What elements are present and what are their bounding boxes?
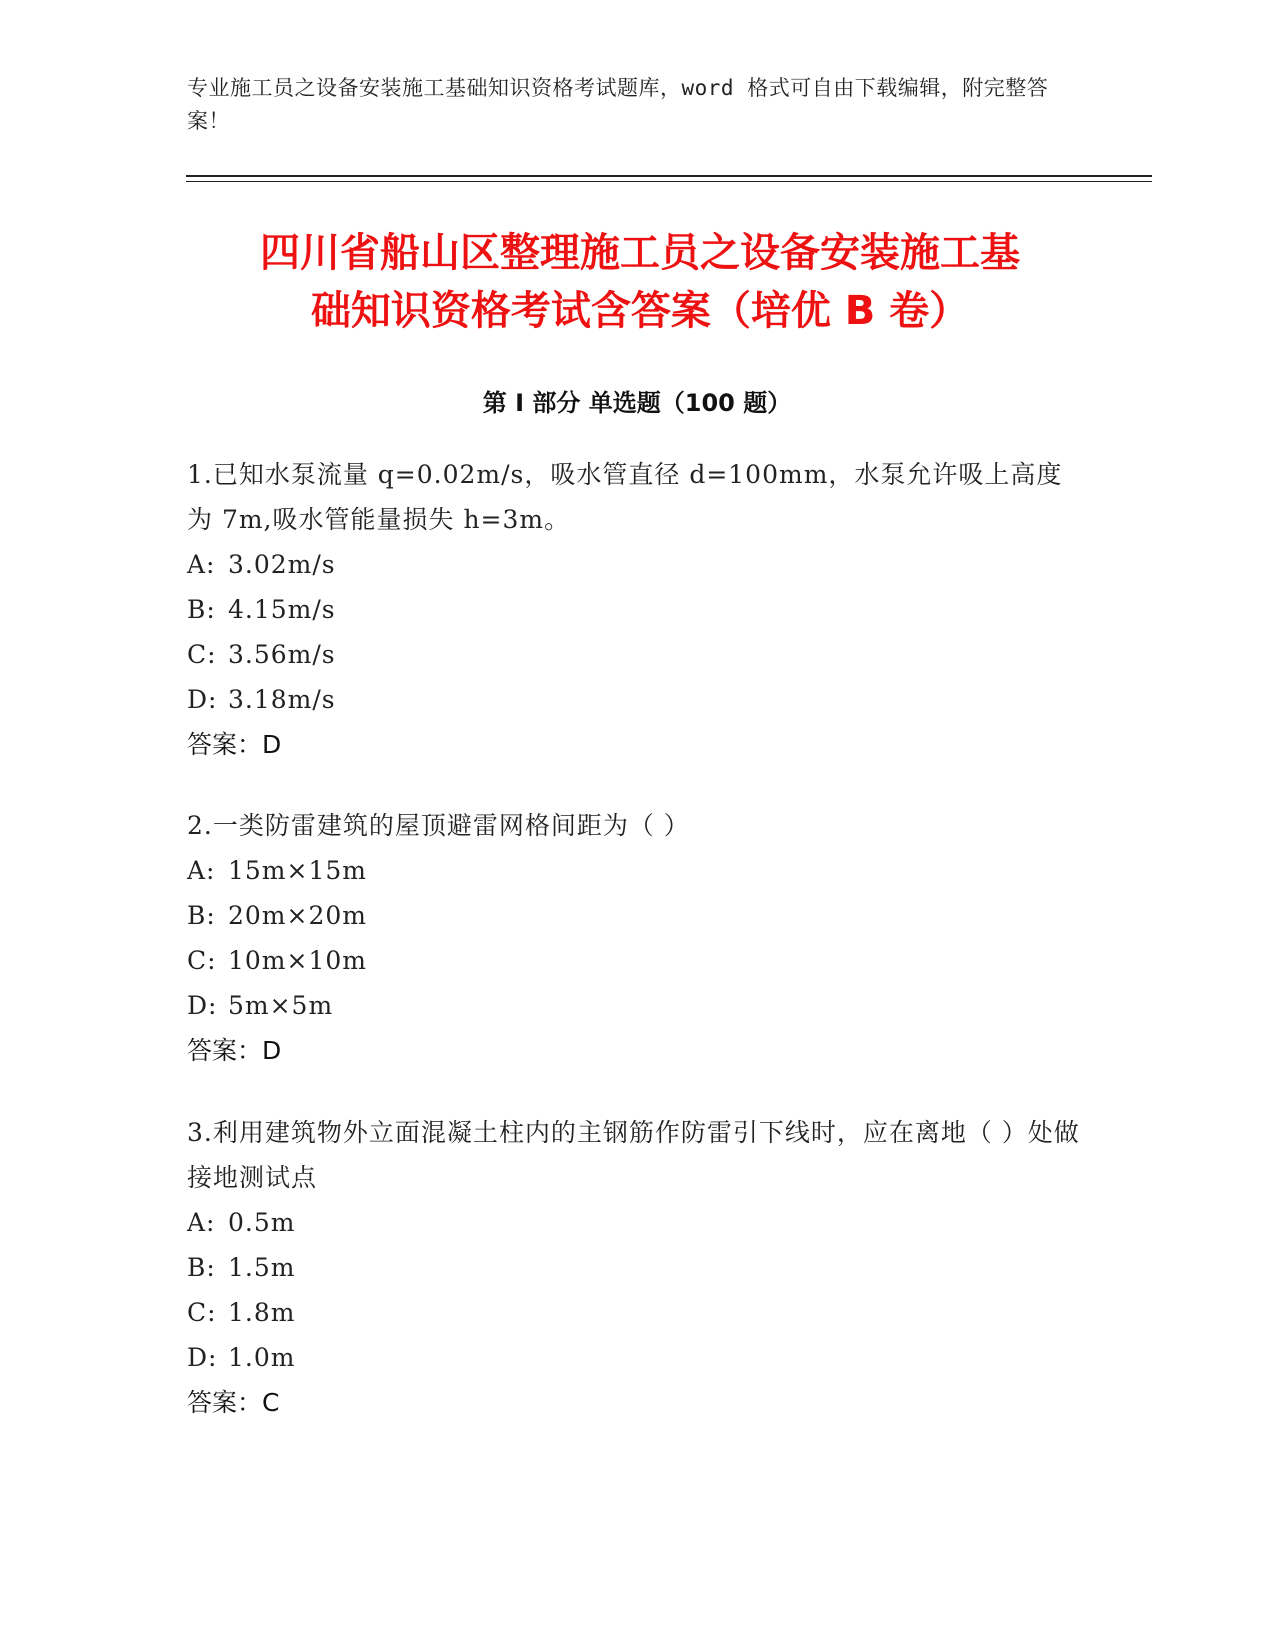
question-3-option-b (187, 1245, 1087, 1290)
option-letter: A: (187, 1208, 216, 1237)
question-2-option-a (187, 848, 1087, 893)
question-2-option-c (187, 938, 1087, 983)
question-3-option-a (187, 1200, 1087, 1245)
document-title (180, 224, 1100, 340)
option-letter: B: (187, 595, 216, 624)
option-letter: C: (187, 1298, 217, 1327)
option-letter: A: (187, 550, 216, 579)
option-letter: B: (187, 1253, 216, 1282)
question-2-option-b (187, 893, 1087, 938)
question-2-option-d (187, 983, 1087, 1028)
option-letter: B: (187, 901, 216, 930)
option-text: 1.5m (228, 1253, 296, 1282)
question-1-stem: 1.已知水泵流量 q=0.02m/s，吸水管直径 d=100mm，水泵允许吸上高度为 7m,吸水管能量损失 h=3m。 (187, 460, 1063, 534)
question-1 (187, 452, 1087, 767)
option-letter: A: (187, 856, 216, 885)
option-text: 20m×20m (228, 901, 367, 930)
option-text: 1.0m (228, 1343, 296, 1372)
document-title-line1: 四川省船山区整理施工员之设备安装施工基 (260, 230, 1020, 276)
option-text: 3.56m/s (228, 640, 336, 669)
question-3-option-d (187, 1335, 1087, 1380)
question-3-answer: 答案：C (187, 1388, 280, 1417)
question-3-option-c (187, 1290, 1087, 1335)
option-text: 0.5m (228, 1208, 296, 1237)
question-1-option-c (187, 632, 1087, 677)
option-letter: D: (187, 1343, 218, 1372)
option-text: 15m×15m (228, 856, 367, 885)
header-rule-thick (186, 175, 1152, 177)
document-title-line2: 础知识资格考试含答案（培优 B 卷） (310, 288, 970, 334)
option-text: 4.15m/s (228, 595, 336, 624)
header-rule-thin (186, 181, 1152, 182)
question-1-option-b (187, 587, 1087, 632)
section-title: 第 I 部分 单选题（100 题） (482, 389, 792, 417)
question-2 (187, 803, 1087, 1073)
option-letter: C: (187, 640, 217, 669)
option-text: 1.8m (228, 1298, 296, 1327)
question-2-stem: 2.一类防雷建筑的屋顶避雷网格间距为（ ） (187, 811, 690, 840)
question-1-option-d (187, 677, 1087, 722)
question-3-stem: 3.利用建筑物外立面混凝土柱内的主钢筋作防雷引下线时，应在离地（ ）处做接地测试点 (187, 1118, 1080, 1192)
question-1-answer: 答案：D (187, 730, 282, 759)
question-2-answer: 答案：D (187, 1036, 282, 1065)
option-letter: C: (187, 946, 217, 975)
header-note: 专业施工员之设备安装施工基础知识资格考试题库，word 格式可自由下载编辑，附完整答案！ (187, 76, 1049, 133)
option-text: 3.02m/s (228, 550, 336, 579)
option-letter: D: (187, 685, 218, 714)
question-1-option-a (187, 542, 1087, 587)
option-text: 3.18m/s (228, 685, 336, 714)
option-text: 10m×10m (228, 946, 367, 975)
option-letter: D: (187, 991, 218, 1020)
option-text: 5m×5m (228, 991, 334, 1020)
question-3 (187, 1110, 1087, 1425)
